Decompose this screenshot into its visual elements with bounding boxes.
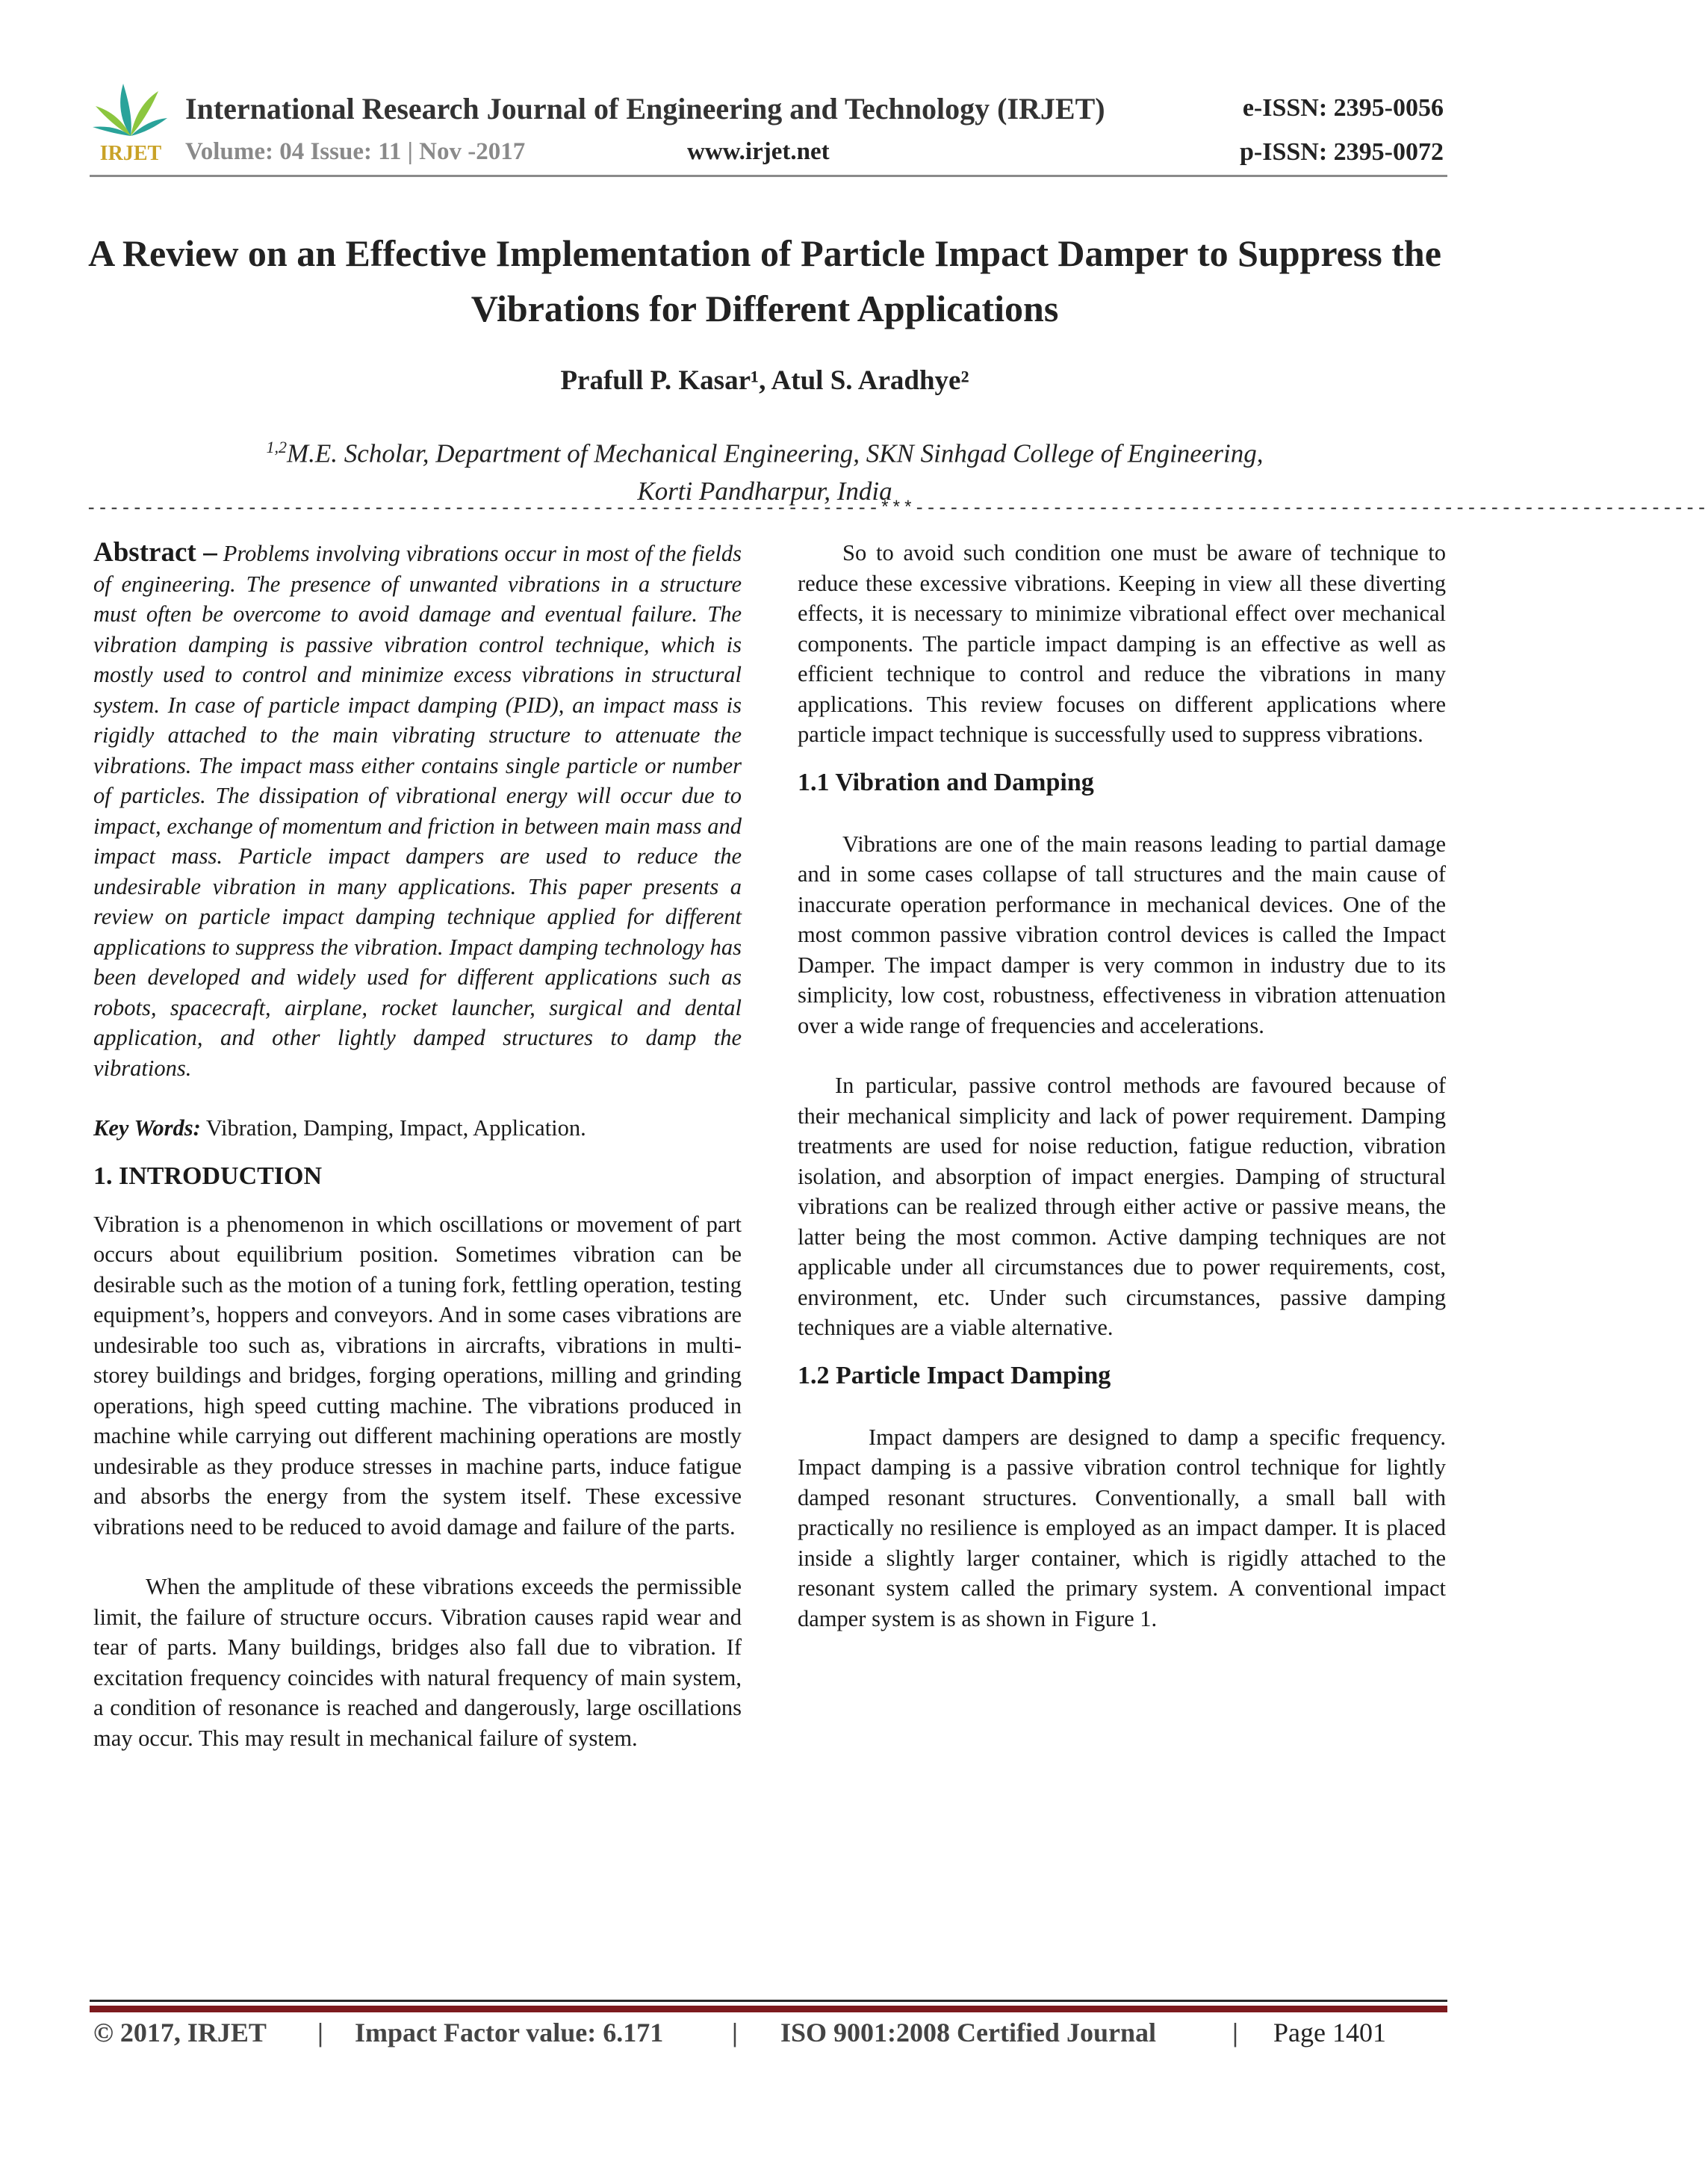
journal-website[interactable]: www.irjet.net xyxy=(687,138,830,165)
journal-logo xyxy=(90,75,172,164)
intro-paragraph-2: When the amplitude of these vibrations exceeds the permissible limit, the failure of structure occurs. Vibration causes rapid wear and tear of parts. Many buildings, bridges also fall due to vibration. If excitation frequency coincides with natural frequency of main system, a condition of resonance is reached and dangerously, large oscillations may occur. This may result in mechanical failure of system. xyxy=(93,1574,742,1751)
right-column xyxy=(798,538,1446,1634)
footer-rule-top xyxy=(90,2000,1447,2002)
keywords xyxy=(93,1113,742,1144)
intro-paragraph-1: Vibration is a phenomenon in which oscillations or movement of part occurs about equilibrium position. Sometimes vibration can be desirable such as the motion of a tuning fork, fettling operation, testing equipment’s, hoppers and conveyors. And in some cases vibrations are undesirable too such as, vibrations in aircrafts, vibrations in multi- storey buildings and bridges, forging operations, milling and grinding operations, high speed cutting machine. The vibrations produced in machine while carrying out different machining operations are mostly undesirable as they produce stresses in machine parts, induce fatigue and absorbs the energy from the system itself. These excessive vibrations need to be reduced to avoid damage and failure of the parts. xyxy=(93,1211,742,1540)
p-issn: p-ISSN: 2395-0072 xyxy=(1240,138,1444,166)
header-rule xyxy=(90,175,1447,177)
intro-paragraph-3: So to avoid such condition one must be aware of technique to reduce these excessive vibrations. Keeping in view all these diverting effects, it is necessary to minimize vibrational effect over mechanical components. The particle impact damping is an effective as well as efficient technique to control and reduce the vibrations in many applications. This review focuses on different applications where particle impact technique is successfully used to suppress vibrations. xyxy=(798,540,1446,747)
section-1-1-heading: 1.1 Vibration and Damping xyxy=(798,768,1094,796)
keywords-text: Vibration, Damping, Impact, Application. xyxy=(205,1115,586,1141)
left-column xyxy=(93,538,742,1753)
paper-title: A Review on an Effective Implementation of Particle Impact Damper to Suppress the Vibrations for Different Applications xyxy=(88,232,1441,329)
section-1-1-paragraph-2: In particular, passive control methods are favoured because of their mechanical simplicity and lack of power requirement. Damping treatments are used for noise reduction, fatigue reduction, vibration isolation, and absorption of impact energies. Damping of structural vibrations can be realized through either active or passive means, the latter being the most common. Active damping techniques are not applicable under all circumstances due to power requirements, cost, environment, etc. Under such circumstances, passive damping techniques are a viable alternative. xyxy=(798,1073,1446,1340)
logo-text: IRJET xyxy=(99,142,162,165)
abstract-text: Problems involving vibrations occur in most of the fields of engineering. The presence of unwanted vibrations in a structure must often be overcome to avoid damage and eventual failure. The vibration damping is passive vibration control technique, which is mostly used to control and minimize excess vibrations in structural system. In case of particle impact damping (PID), an impact mass is rigidly attached to the main vibrating structure to attenuate the vibrations. The impact mass either contains single particle or number of particles. The dissipation of vibrational energy will occur due to impact, exchange of momentum and friction in between main mass and impact mass. Particle impact dampers are used to reduce the undesirable vibration in many applications. This paper presents a review on particle impact damping technique applied for different applications to suppress the vibration. Impact damping technology has been developed and widely used for different applications such as robots, spacecraft, airplane, rocket launcher, surgical and dental application, and other lightly damped structures to damp the vibrations. xyxy=(93,541,742,1081)
footer-separator: | xyxy=(317,2018,323,2047)
section-1-2-heading: 1.2 Particle Impact Damping xyxy=(798,1361,1111,1389)
footer-copyright: © 2017, IRJET xyxy=(93,2018,267,2047)
volume-issue: Volume: 04 Issue: 11 | Nov -2017 xyxy=(185,138,526,165)
affiliation-line2: Korti Pandharpur, India xyxy=(637,476,892,506)
section-1-1-paragraph-1: Vibrations are one of the main reasons leading to partial damage and in some cases collapse of tall structures and the main cause of inaccurate operation performance in mechanical devices. One of the most common passive vibration control devices is called the Impact Damper. The impact damper is very common in industry due to its simplicity, low cost, robustness, effectiveness in vibration attenuation over a wide range of frequencies and accelerations. xyxy=(798,831,1446,1038)
footer-page-number: Page 1401 xyxy=(1273,2018,1386,2047)
footer-separator: | xyxy=(1232,2018,1238,2047)
footer-iso: ISO 9001:2008 Certified Journal xyxy=(780,2018,1156,2047)
section-1-2-paragraph-1: Impact dampers are designed to damp a specific frequency. Impact damping is a passive vibration control technique for lightly damped resonant structures. Conventionally, a small ball with practically no resilience is employed as an impact damper. It is placed inside a slightly larger container, which is rigidly attached to the resonant system called the primary system. A conventional impact damper system is as shown in Figure 1. xyxy=(798,1424,1446,1631)
footer-separator: | xyxy=(732,2018,738,2047)
e-issn: e-ISSN: 2395-0056 xyxy=(1242,94,1444,122)
keywords-label: Key Words: xyxy=(93,1115,201,1141)
intro-heading: 1. INTRODUCTION xyxy=(93,1162,323,1190)
logo-leaves-icon xyxy=(90,75,172,164)
affiliation xyxy=(0,429,1530,510)
footer-rule-bottom xyxy=(90,2006,1447,2012)
abstract xyxy=(93,538,742,1083)
affiliation-line1: M.E. Scholar, Department of Mechanical Engineering, SKN Sinhgad College of Engineering, xyxy=(287,438,1264,468)
affiliation-sup: 1,2 xyxy=(266,438,288,456)
journal-title: International Research Journal of Engineering and Technology (IRJET) xyxy=(185,92,1105,125)
footer-impact-factor: Impact Factor value: 6.171 xyxy=(355,2018,664,2047)
abstract-label: Abstract – xyxy=(93,537,217,568)
section-divider: ---------------------------------------------------------------------***--------------------------------------------------------------------- xyxy=(86,499,1708,519)
authors: Prafull P. Kasar¹, Atul S. Aradhye² xyxy=(560,365,969,396)
